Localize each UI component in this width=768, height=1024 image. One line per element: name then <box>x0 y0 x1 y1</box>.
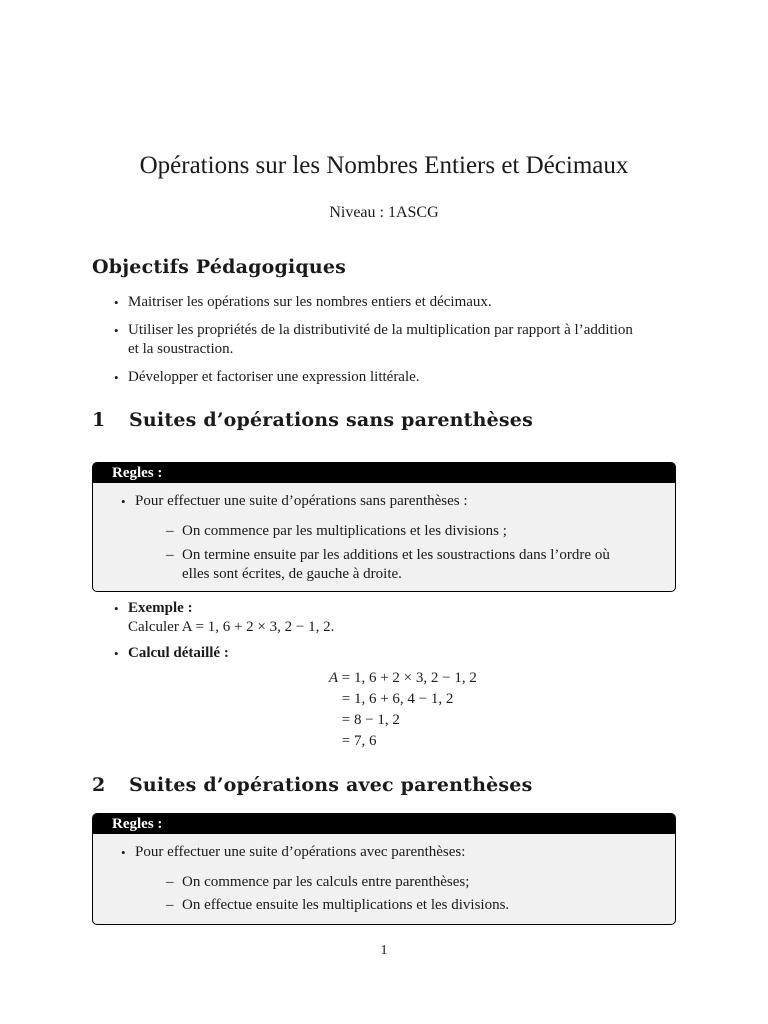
calc-expression: = 8 − 1, 2 <box>341 712 400 728</box>
rule-text: On termine ensuite par les additions et les soustractions dans l’ordre où <box>182 547 610 563</box>
rule-text-continued: elles sont écrites, de gauche à droite. <box>182 566 402 582</box>
page-number: 1 <box>380 943 388 958</box>
objectives-list <box>114 293 684 387</box>
calc-line <box>322 668 477 689</box>
rule-intro-text: Pour effectuer une suite d’opérations avec parenthèses: <box>135 844 466 860</box>
objective-text: Développer et factoriser une expression littérale. <box>128 369 420 385</box>
objectives-heading: Objectifs Pédagogiques <box>92 256 347 278</box>
rule-text: On effectue ensuite les multiplications et les divisions. <box>182 897 510 913</box>
calc-variable: A <box>328 670 338 686</box>
list-item <box>114 644 674 663</box>
list-item <box>114 599 674 637</box>
rule-intro <box>121 843 665 862</box>
calc-line <box>322 731 477 752</box>
rule-text: On commence par les calculs entre parenthèses; <box>182 874 470 890</box>
bullet-icon: • <box>114 323 119 338</box>
example-list <box>114 599 674 663</box>
bullet-icon: • <box>121 845 126 860</box>
list-item <box>114 321 684 359</box>
calc-expression: = 1, 6 + 6, 4 − 1, 2 <box>341 691 454 707</box>
detailed-calculation <box>322 668 477 752</box>
rule-intro <box>121 492 665 511</box>
section-title: Suites d’opérations avec parenthèses <box>129 774 533 796</box>
list-item <box>166 546 666 584</box>
dash-icon: – <box>166 874 174 890</box>
list-item <box>114 368 684 387</box>
document-title: Opérations sur les Nombres Entiers et Décimaux <box>139 152 629 179</box>
dash-icon: – <box>166 897 174 913</box>
rule-intro-text: Pour effectuer une suite d’opérations sans parenthèses : <box>135 493 468 509</box>
list-item <box>166 522 666 541</box>
example-label: Exemple : <box>128 600 193 616</box>
dash-icon: – <box>166 547 174 563</box>
calc-expression: = 7, 6 <box>341 733 377 749</box>
bullet-icon: • <box>114 370 119 385</box>
section-2-heading <box>92 774 532 796</box>
rules-box-title: Regles : <box>93 463 675 483</box>
bullet-icon: • <box>114 646 119 661</box>
section-1-heading <box>92 409 533 431</box>
bullet-icon: • <box>114 295 119 310</box>
list-item <box>114 293 684 312</box>
detail-label: Calcul détaillé : <box>128 645 229 661</box>
rules-list <box>166 873 666 915</box>
list-item <box>166 873 666 892</box>
bullet-icon: • <box>121 494 126 509</box>
bullet-icon: • <box>114 601 119 616</box>
rule-text: On commence par les multiplications et les divisions ; <box>182 523 507 539</box>
rules-box-1 <box>92 462 676 592</box>
calc-expression: = 1, 6 + 2 × 3, 2 − 1, 2 <box>341 670 477 686</box>
section-number: 2 <box>92 774 106 796</box>
objective-text: Utiliser les propriétés de la distributivité de la multiplication par rapport à l’addition <box>128 322 633 338</box>
calc-line <box>322 689 477 710</box>
level-subtitle: Niveau : 1ASCG <box>329 204 439 221</box>
section-title: Suites d’opérations sans parenthèses <box>129 409 533 431</box>
example-text: Calculer A = 1, 6 + 2 × 3, 2 − 1, 2. <box>128 619 335 635</box>
rules-list <box>166 522 666 584</box>
objective-text-continued: et la soustraction. <box>128 341 234 357</box>
rules-box-title: Regles : <box>93 814 675 834</box>
list-item <box>166 896 666 915</box>
dash-icon: – <box>166 523 174 539</box>
section-number: 1 <box>92 409 106 431</box>
calc-line <box>322 710 477 731</box>
objective-text: Maitriser les opérations sur les nombres entiers et décimaux. <box>128 294 492 310</box>
rules-box-2 <box>92 813 676 925</box>
